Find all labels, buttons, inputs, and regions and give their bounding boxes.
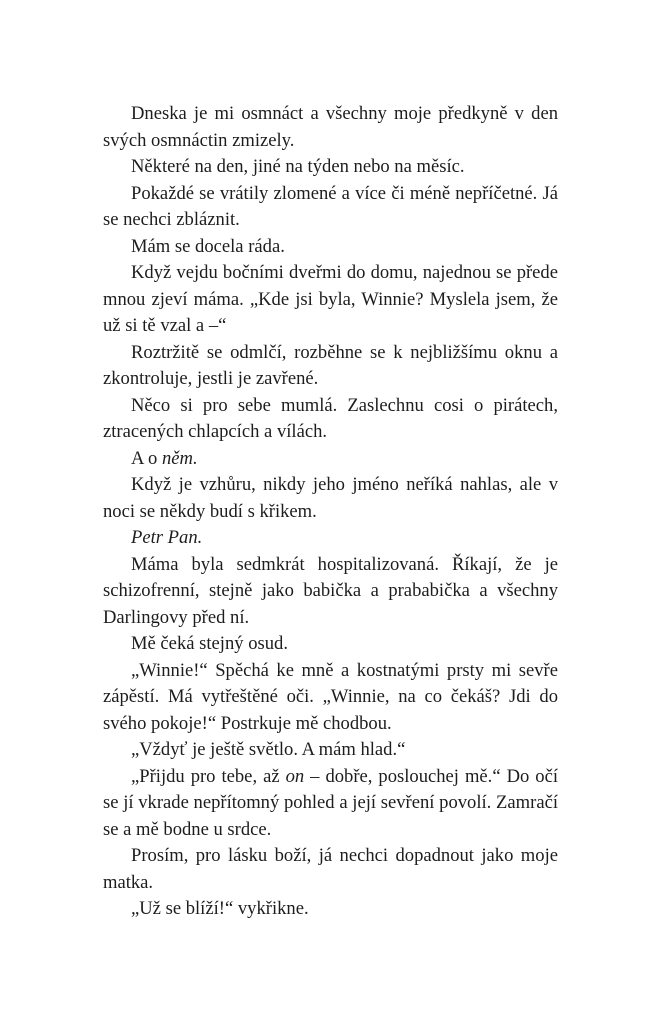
paragraph: Mám se docela ráda.: [131, 235, 285, 257]
paragraph: Některé na den, jiné na týden nebo na měsíc.: [131, 156, 465, 177]
paragraph: [103, 446, 558, 473]
paragraph: „Už se blíží!“ vykřikne.: [131, 898, 309, 919]
paragraph: Máma byla sedmkrát hospitalizovaná. Říkají, že je schizofrenní, stejně jako babička a prababička a všechny Darlingovy před ní.: [103, 553, 558, 628]
paragraph: Když vejdu bočními dveřmi do domu, najednou se přede mnou zjeví máma. „Kde jsi byla, Winnie? Myslela jsem, že už si tě vzal a –“: [103, 262, 558, 336]
emphasis-text: on: [285, 765, 305, 787]
paragraph-text: A o: [131, 447, 162, 469]
paragraph: Když je vzhůru, nikdy jeho jméno neříká nahlas, ale v noci se někdy budí s křikem.: [103, 474, 558, 522]
paragraph: Roztržitě se odmlčí, rozběhne se k nejbližšímu oknu a zkontroluje, jestli je zavřené.: [103, 341, 558, 389]
paragraph: Něco si pro sebe mumlá. Zaslechnu cosi o pirátech, ztracených chlapcích a vílách.: [103, 394, 558, 442]
paragraph-text: – dobře, poslouchej mě.“ Do očí se jí vkrade nepřítomný pohled a její sevření povolí. Zamračí se a mě bodne u srdce.: [103, 765, 558, 840]
paragraph: Pokaždé se vrátily zlomené a více či méně nepříčetné. Já se nechci zbláznit.: [103, 182, 558, 230]
paragraph: Prosím, pro lásku boží, já nechci dopadnout jako moje matka.: [103, 845, 558, 893]
paragraph: Dneska je mi osmnáct a všechny moje předkyně v den svých osmnáctin zmizely.: [103, 103, 558, 151]
paragraph: Mě čeká stejný osud.: [131, 633, 288, 654]
emphasis-text: Petr Pan.: [131, 527, 203, 548]
paragraph-text: „Přijdu pro tebe, až: [131, 765, 286, 787]
paragraph: „Vždyť je ještě světlo. A mám hlad.“: [131, 739, 406, 760]
body-text: [103, 101, 558, 923]
paragraph: [103, 525, 558, 552]
paragraph: „Winnie!“ Spěchá ke mně a kostnatými prsty mi sevře zápěstí. Má vytřeštěné oči. „Winnie, na co čekáš? Jdi do svého pokoje!“ Postrkuje mě chodbou.: [103, 659, 558, 734]
paragraph: [103, 764, 558, 844]
emphasis-text: něm.: [162, 447, 198, 469]
